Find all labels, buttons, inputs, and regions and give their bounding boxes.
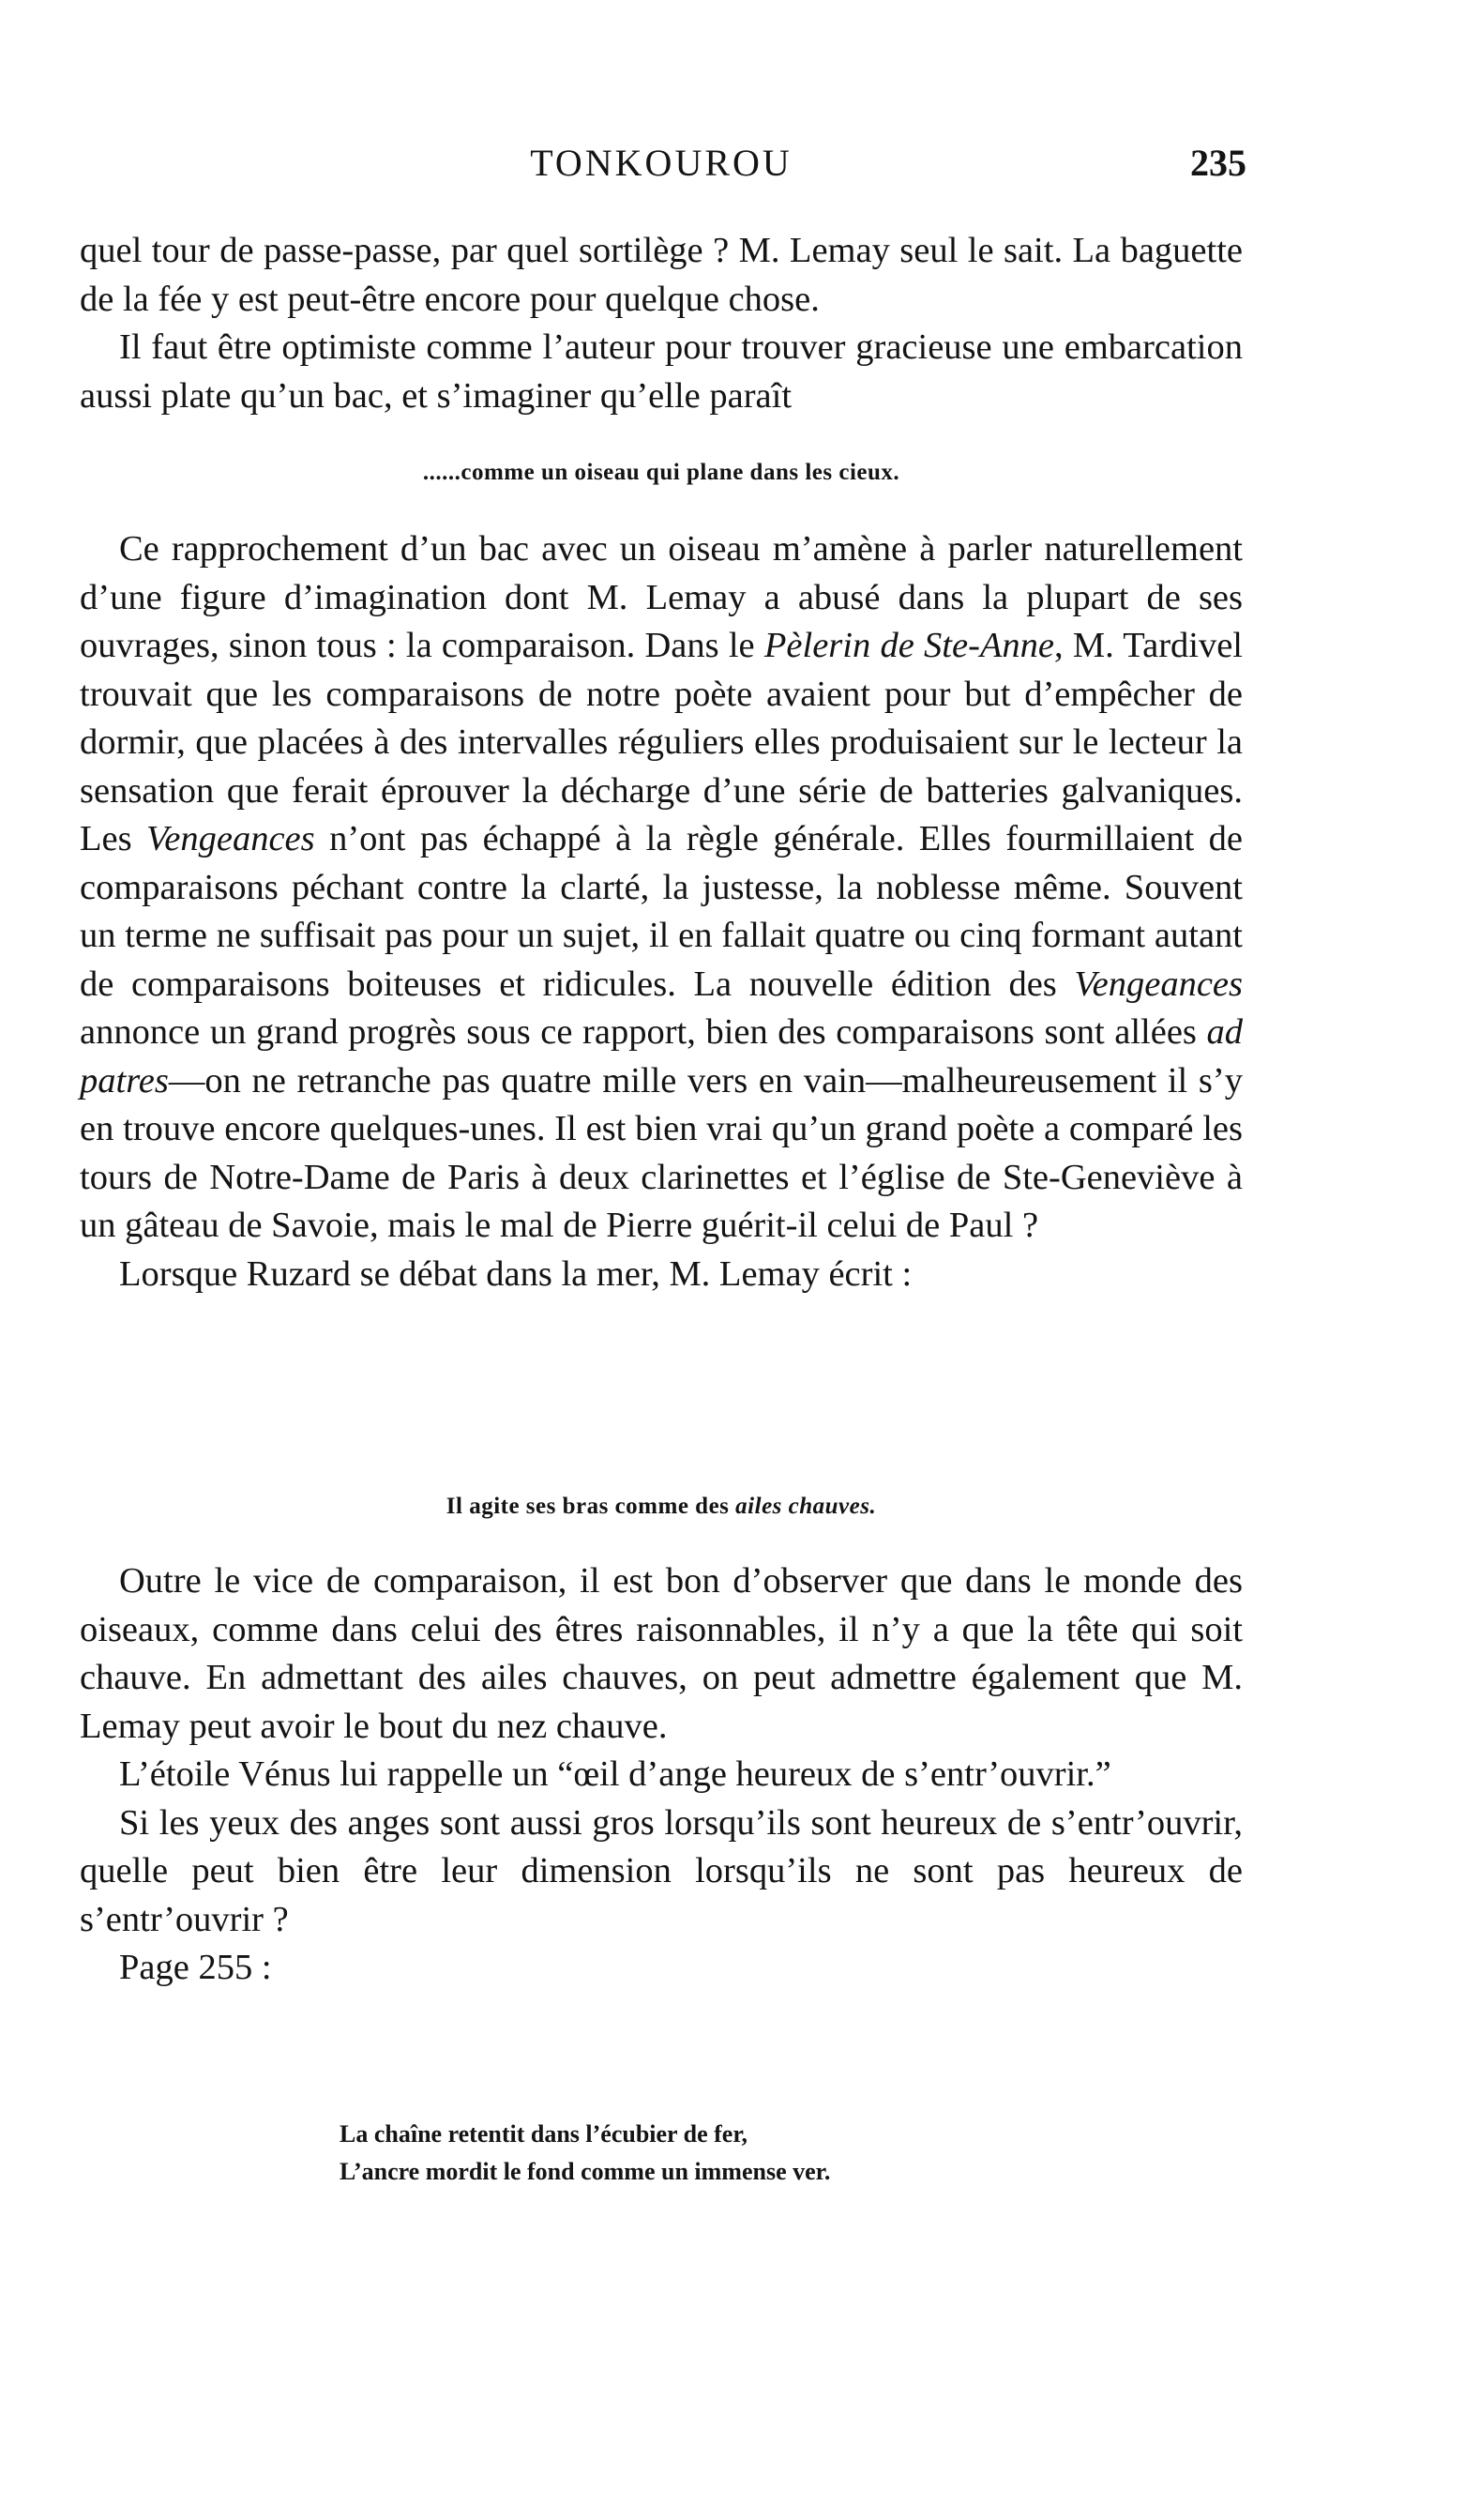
quoted-verse: ......comme un oiseau qui plane dans les cieux. bbox=[422, 460, 900, 485]
paragraph: Lorsque Ruzard se débat dans la mer, M. Lemay écrit : bbox=[119, 1253, 913, 1294]
page-header bbox=[80, 141, 1246, 197]
paragraph: Ce rapprochement d’un bac avec un oiseau m’amène à parler naturellement d’une figure d’imagination dont M. Lemay a abusé dans la plupart de ses ouvrages, sinon tous : la comparaison. Dans le Pèlerin de Ste-Anne, M. Tardivel trouvait que les comparaisons de notre poète avaient pour but d’empêcher de dormir, que placées à des intervalles réguliers elles produisaient sur le lecteur la sensation que ferait éprouver la décharge d’une série de batteries galvaniques. Les Vengeances n’ont pas échappé à la règle générale. Elles fourmillaient de comparaisons péchant contre la clarté, la justesse, la noblesse même. Souvent un terme ne suffisait pas pour un sujet, il en fallait quatre ou cinq formant autant de comparaisons boiteuses et ridicules. La nouvelle édition des Vengeances annonce un grand progrès sous ce rapport, bien des comparaisons sont allées ad patres—on ne retranche pas quatre mille vers en vain—malheureusement il s’y en trouve encore quelques-unes. Il est bien vrai qu’un grand poète a comparé les tours de Notre-Dame de Paris à deux clarinettes et l’église de Ste-Geneviève à un gâteau de Savoie, mais le mal de Pierre guérit-il celui de Paul ? bbox=[80, 529, 1243, 1245]
verse-line: La chaîne retentit dans l’écubier de fer, bbox=[340, 2120, 748, 2148]
text-block-3 bbox=[80, 1557, 1243, 1993]
text-block-2 bbox=[80, 525, 1243, 1298]
work-title: Vengeances bbox=[1074, 964, 1243, 1004]
paragraph: Il faut être optimiste comme l’auteur pour trouver gracieuse une embarcation aussi plate qu’un bac, et s’imaginer qu’elle paraît bbox=[80, 327, 1243, 416]
quote-block-1 bbox=[80, 460, 1243, 497]
verse-quote bbox=[340, 2116, 830, 2191]
paragraph: Si les yeux des anges sont aussi gros lorsqu’ils sont heureux de s’entr’ouvrir, quelle peut bien être leur dimension lorsqu’ils ne sont pas heureux de s’entr’ouvrir ? bbox=[80, 1802, 1243, 1939]
paragraph: Page 255 : bbox=[119, 1948, 272, 1987]
paragraph: Outre le vice de comparaison, il est bon d’observer que dans le monde des oiseaux, comme dans celui des êtres raisonnables, il n’y a que la tête qui soit chauve. En admettant des ailes chauves, on peut admettre également que M. Lemay peut avoir le bout du nez chauve. bbox=[80, 1561, 1243, 1746]
verse-line: L’ancre mordit le fond comme un immense ver. bbox=[340, 2158, 831, 2185]
paragraph-continuation: quel tour de passe-passe, par quel sortilège ? M. Lemay seul le sait. La baguette de la fée y est peut-être encore pour quelque chose. bbox=[80, 231, 1243, 319]
paragraph: L’étoile Vénus lui rappelle un “œil d’ange heureux de s’entr’ouvrir.” bbox=[119, 1754, 1111, 1794]
quote-block-2 bbox=[80, 1494, 1243, 1531]
latin-phrase: ad patres bbox=[80, 1012, 1243, 1101]
work-title: Pèlerin de Ste-Anne bbox=[763, 626, 1054, 665]
quoted-verse: Il agite ses bras comme des ailes chauves. bbox=[446, 1494, 877, 1519]
text-block-1 bbox=[80, 227, 1243, 420]
work-title: Vengeances bbox=[146, 819, 315, 858]
page-number: 235 bbox=[1190, 142, 1246, 184]
running-title: TONKOUROU bbox=[530, 142, 793, 184]
